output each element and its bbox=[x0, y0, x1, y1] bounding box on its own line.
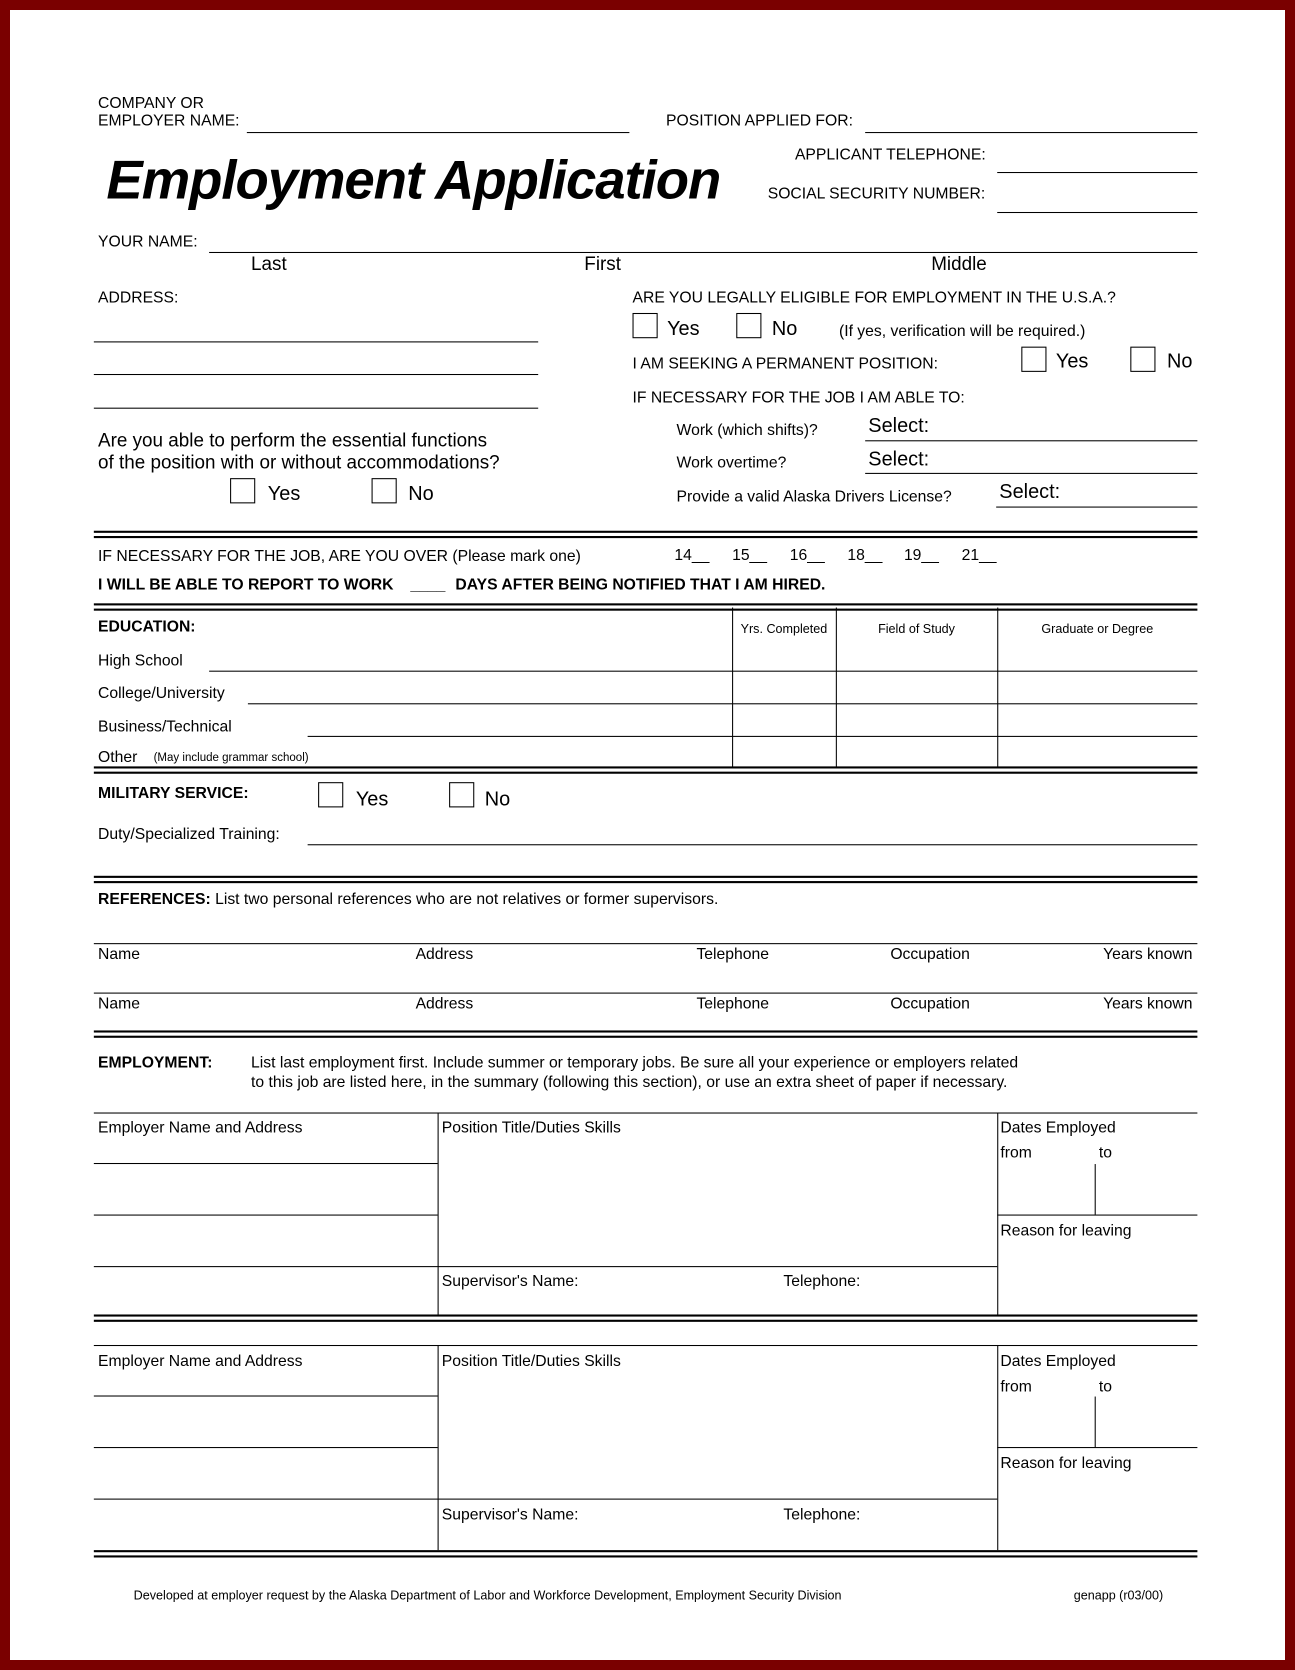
functions-no-label: No bbox=[408, 483, 434, 506]
age-option-16[interactable]: 16__ bbox=[789, 546, 825, 565]
license-label: Provide a valid Alaska Drivers License? bbox=[676, 487, 952, 506]
reference-1-line[interactable] bbox=[94, 943, 1198, 944]
eligible-yes-label: Yes bbox=[667, 318, 700, 341]
position-applied-field[interactable] bbox=[865, 132, 1197, 133]
overtime-field-line bbox=[865, 473, 1197, 474]
position-duties-label: Position Title/Duties Skills bbox=[441, 1118, 621, 1137]
eligible-yes-checkbox[interactable] bbox=[633, 313, 658, 338]
education-other-note: (May include grammar school) bbox=[153, 751, 309, 765]
reason-leaving-label: Reason for leaving bbox=[1000, 1221, 1132, 1240]
your-name-label: YOUR NAME: bbox=[98, 233, 198, 251]
employer-block-divider bbox=[997, 1112, 998, 1314]
eligibility-question: ARE YOU LEGALLY ELIGIBLE FOR EMPLOYMENT IN THE U.S.A.? bbox=[632, 288, 1116, 307]
employment-label: EMPLOYMENT: bbox=[98, 1053, 213, 1072]
education-col-divider bbox=[997, 608, 998, 768]
functions-question-line1: Are you able to perform the essential functions bbox=[98, 429, 488, 451]
age-option-18[interactable]: 18__ bbox=[847, 546, 883, 565]
supervisor-telephone-label: Telephone: bbox=[783, 1272, 861, 1291]
name-middle-caption: Middle bbox=[931, 253, 987, 275]
education-col-years: Yrs. Completed bbox=[740, 621, 828, 636]
license-select[interactable]: Select: bbox=[999, 481, 1061, 504]
address-line-2[interactable] bbox=[94, 374, 538, 375]
ssn-label: SOCIAL SECURITY NUMBER: bbox=[767, 184, 986, 203]
employer-name-address-label: Employer Name and Address bbox=[98, 1352, 303, 1371]
dates-to-label: to bbox=[1098, 1377, 1112, 1396]
permanent-yes-label: Yes bbox=[1055, 350, 1089, 373]
section-divider bbox=[94, 603, 1198, 610]
report-days-blank[interactable]: ____ bbox=[410, 575, 446, 594]
reference-2-name-caption: Name bbox=[98, 994, 140, 1013]
employment-instructions-2: to this job are listed here, in the summary (following this section), or use an extra sheet of paper if necessary. bbox=[251, 1073, 1008, 1092]
dates-bottom-line bbox=[997, 1447, 1197, 1448]
reference-2-occupation-caption: Occupation bbox=[890, 994, 970, 1013]
education-label: EDUCATION: bbox=[98, 618, 196, 636]
reference-2-years-caption: Years known bbox=[1103, 994, 1193, 1013]
section-divider bbox=[94, 531, 1198, 538]
permanent-yes-checkbox[interactable] bbox=[1021, 347, 1046, 372]
references-heading bbox=[98, 891, 718, 909]
business-field[interactable] bbox=[308, 736, 1198, 737]
shifts-label: Work (which shifts)? bbox=[676, 421, 818, 440]
overtime-select[interactable]: Select: bbox=[868, 448, 930, 471]
dates-to-label: to bbox=[1098, 1144, 1112, 1162]
address-line-1[interactable] bbox=[94, 341, 538, 342]
form-title: Employment Application bbox=[106, 149, 721, 211]
footer-credit: Developed at employer request by the Alaska Department of Labor and Workforce Development, Employment Security Division bbox=[133, 1588, 842, 1603]
eligible-no-label: No bbox=[771, 318, 798, 341]
dates-divider bbox=[1095, 1397, 1096, 1447]
position-duties-label: Position Title/Duties Skills bbox=[441, 1352, 621, 1371]
able-to-label: IF NECESSARY FOR THE JOB I AM ABLE TO: bbox=[632, 388, 965, 407]
shifts-field-line bbox=[865, 440, 1197, 441]
reference-2-telephone-caption: Telephone bbox=[696, 994, 769, 1013]
functions-yes-label: Yes bbox=[267, 483, 301, 506]
company-label-line1: COMPANY OR bbox=[98, 94, 205, 113]
education-col-divider bbox=[732, 608, 733, 768]
duty-training-label: Duty/Specialized Training: bbox=[98, 825, 280, 844]
military-no-label: No bbox=[484, 788, 511, 811]
reference-2-line[interactable] bbox=[94, 993, 1198, 994]
license-field-line bbox=[996, 507, 1197, 508]
reference-1-occupation-caption: Occupation bbox=[890, 945, 970, 964]
employer-address-line[interactable] bbox=[94, 1395, 438, 1396]
military-service-label: MILITARY SERVICE: bbox=[98, 784, 249, 803]
reason-leaving-label: Reason for leaving bbox=[1000, 1454, 1132, 1473]
education-col-divider bbox=[836, 608, 837, 768]
reference-1-name-caption: Name bbox=[98, 945, 140, 964]
application-page bbox=[10, 10, 1285, 1660]
age-option-21[interactable]: 21__ bbox=[961, 546, 997, 565]
supervisor-name-label: Supervisor's Name: bbox=[441, 1505, 579, 1524]
education-row-other: Other bbox=[98, 748, 138, 767]
verification-note: (If yes, verification will be required.) bbox=[838, 322, 1086, 341]
section-divider bbox=[94, 766, 1198, 773]
company-label-line2: EMPLOYER NAME: bbox=[98, 112, 240, 130]
employer-block-divider bbox=[438, 1345, 439, 1550]
education-row-high-school: High School bbox=[98, 651, 183, 670]
address-line-3[interactable] bbox=[94, 408, 538, 409]
education-col-degree: Graduate or Degree bbox=[1041, 621, 1154, 636]
reference-2-address-caption: Address bbox=[415, 994, 474, 1013]
education-col-field: Field of Study bbox=[878, 621, 955, 636]
references-instructions: List two personal references who are not relatives or former supervisors. bbox=[215, 890, 719, 909]
reference-1-address-caption: Address bbox=[415, 945, 474, 964]
college-field[interactable] bbox=[248, 703, 1197, 704]
dates-employed-label: Dates Employed bbox=[1000, 1352, 1116, 1371]
permanent-no-label: No bbox=[1166, 350, 1193, 373]
age-question: IF NECESSARY FOR THE JOB, ARE YOU OVER (Please mark one) bbox=[98, 547, 581, 566]
duty-training-field[interactable] bbox=[308, 844, 1198, 845]
supervisor-name-label: Supervisor's Name: bbox=[441, 1272, 579, 1291]
supervisor-telephone-label: Telephone: bbox=[783, 1505, 861, 1524]
report-to-work-text: I WILL BE ABLE TO REPORT TO WORK bbox=[98, 575, 394, 594]
education-row-business: Business/Technical bbox=[98, 717, 232, 736]
references-label: REFERENCES: bbox=[98, 890, 211, 909]
dates-from-label: from bbox=[1000, 1377, 1032, 1396]
eligible-no-checkbox[interactable] bbox=[736, 313, 761, 338]
permanent-no-checkbox[interactable] bbox=[1130, 347, 1155, 372]
dates-bottom-line bbox=[997, 1215, 1197, 1216]
military-no-checkbox[interactable] bbox=[449, 782, 474, 807]
military-yes-label: Yes bbox=[355, 788, 389, 811]
shifts-select[interactable]: Select: bbox=[868, 415, 930, 438]
employer-row-line[interactable] bbox=[94, 1266, 997, 1267]
reference-1-years-caption: Years known bbox=[1103, 945, 1193, 964]
military-yes-checkbox[interactable] bbox=[318, 782, 343, 807]
employer-block-top bbox=[94, 1112, 1198, 1113]
your-name-field[interactable] bbox=[209, 252, 1197, 253]
age-option-14[interactable]: 14__ bbox=[674, 546, 710, 565]
dates-from-label: from bbox=[1000, 1144, 1032, 1162]
overtime-label: Work overtime? bbox=[676, 453, 787, 472]
ssn-field[interactable] bbox=[997, 212, 1197, 213]
age-option-15[interactable]: 15__ bbox=[732, 546, 768, 565]
reference-1-telephone-caption: Telephone bbox=[696, 945, 769, 964]
employment-instructions-1: List last employment first. Include summer or temporary jobs. Be sure all your experience or employers related bbox=[251, 1053, 1019, 1072]
applicant-telephone-label: APPLICANT TELEPHONE: bbox=[794, 145, 986, 164]
footer-form-id: genapp (r03/00) bbox=[1073, 1588, 1164, 1603]
employer-block-divider bbox=[438, 1112, 439, 1314]
education-row-college: College/University bbox=[98, 684, 225, 703]
employer-address-line[interactable] bbox=[94, 1163, 438, 1164]
company-name-field[interactable] bbox=[247, 132, 630, 133]
name-last-caption: Last bbox=[251, 253, 287, 275]
section-divider bbox=[94, 1314, 1198, 1321]
section-divider bbox=[94, 876, 1198, 883]
employer-name-address-label: Employer Name and Address bbox=[98, 1118, 303, 1137]
employer-block-top bbox=[94, 1345, 1198, 1346]
high-school-field[interactable] bbox=[209, 671, 1197, 672]
dates-employed-label: Dates Employed bbox=[1000, 1118, 1116, 1137]
functions-question-line2: of the position with or without accommodations? bbox=[98, 451, 500, 473]
section-divider bbox=[94, 1550, 1198, 1557]
name-first-caption: First bbox=[584, 253, 621, 275]
permanent-position-label: I AM SEEKING A PERMANENT POSITION: bbox=[632, 355, 938, 373]
employer-row-line[interactable] bbox=[94, 1499, 997, 1500]
position-applied-label: POSITION APPLIED FOR: bbox=[666, 112, 853, 130]
employer-address-line[interactable] bbox=[94, 1215, 438, 1216]
age-option-19[interactable]: 19__ bbox=[903, 546, 939, 565]
applicant-telephone-field[interactable] bbox=[997, 172, 1197, 173]
functions-yes-checkbox[interactable] bbox=[230, 478, 255, 503]
employer-address-line[interactable] bbox=[94, 1447, 438, 1448]
dates-divider bbox=[1095, 1164, 1096, 1214]
functions-no-checkbox[interactable] bbox=[372, 478, 397, 503]
section-divider bbox=[94, 1030, 1198, 1037]
address-label: ADDRESS: bbox=[98, 288, 179, 307]
report-after-hired-text: DAYS AFTER BEING NOTIFIED THAT I AM HIRED. bbox=[455, 575, 826, 594]
